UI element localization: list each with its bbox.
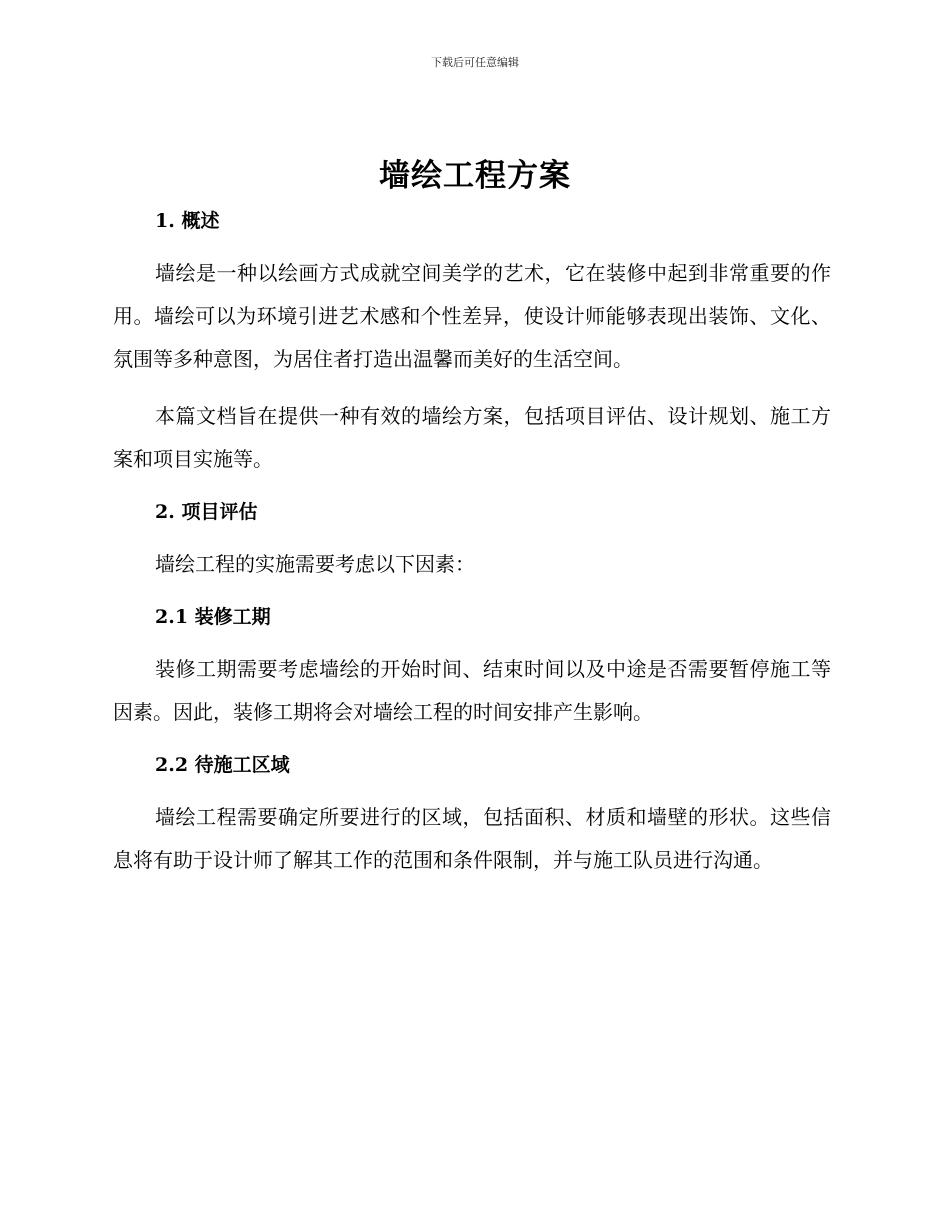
section-heading-project-assessment: 2. 项目评估 [155,501,258,523]
paragraph-overview-2: 本篇文档旨在提供一种有效的墙绘方案，包括项目评估、设计规划、施工方案和项目实施等。 [113,404,831,471]
section-heading-schedule: 2.1 装修工期 [155,606,271,628]
paragraph-work-area-1: 墙绘工程需要确定所要进行的区域，包括面积、材质和墙壁的形状。这些信息将有助于设计师了解其工作的范围和条件限制，并与施工队员进行沟通。 [113,805,831,872]
section-heading-overview: 1. 概述 [155,210,220,232]
paragraph-overview-1: 墙绘是一种以绘画方式成就空间美学的艺术，它在装修中起到非常重要的作用。墙绘可以为环境引进艺术感和个性差异，使设计师能够表现出装饰、文化、氛围等多种意图，为居住者打造出温馨而美好的生活空间。 [113,261,831,371]
paragraph-assessment-1: 墙绘工程的实施需要考虑以下因素： [155,552,475,576]
document-title: 墙绘工程方案 [379,158,571,194]
paragraph-schedule-1: 装修工期需要考虑墙绘的开始时间、结束时间以及中途是否需要暂停施工等因素。因此，装修工期将会对墙绘工程的时间安排产生影响。 [113,657,831,724]
header-note: 下载后可任意编辑 [431,56,519,69]
document-body [113,202,831,882]
section-heading-work-area: 2.2 待施工区域 [155,754,290,776]
